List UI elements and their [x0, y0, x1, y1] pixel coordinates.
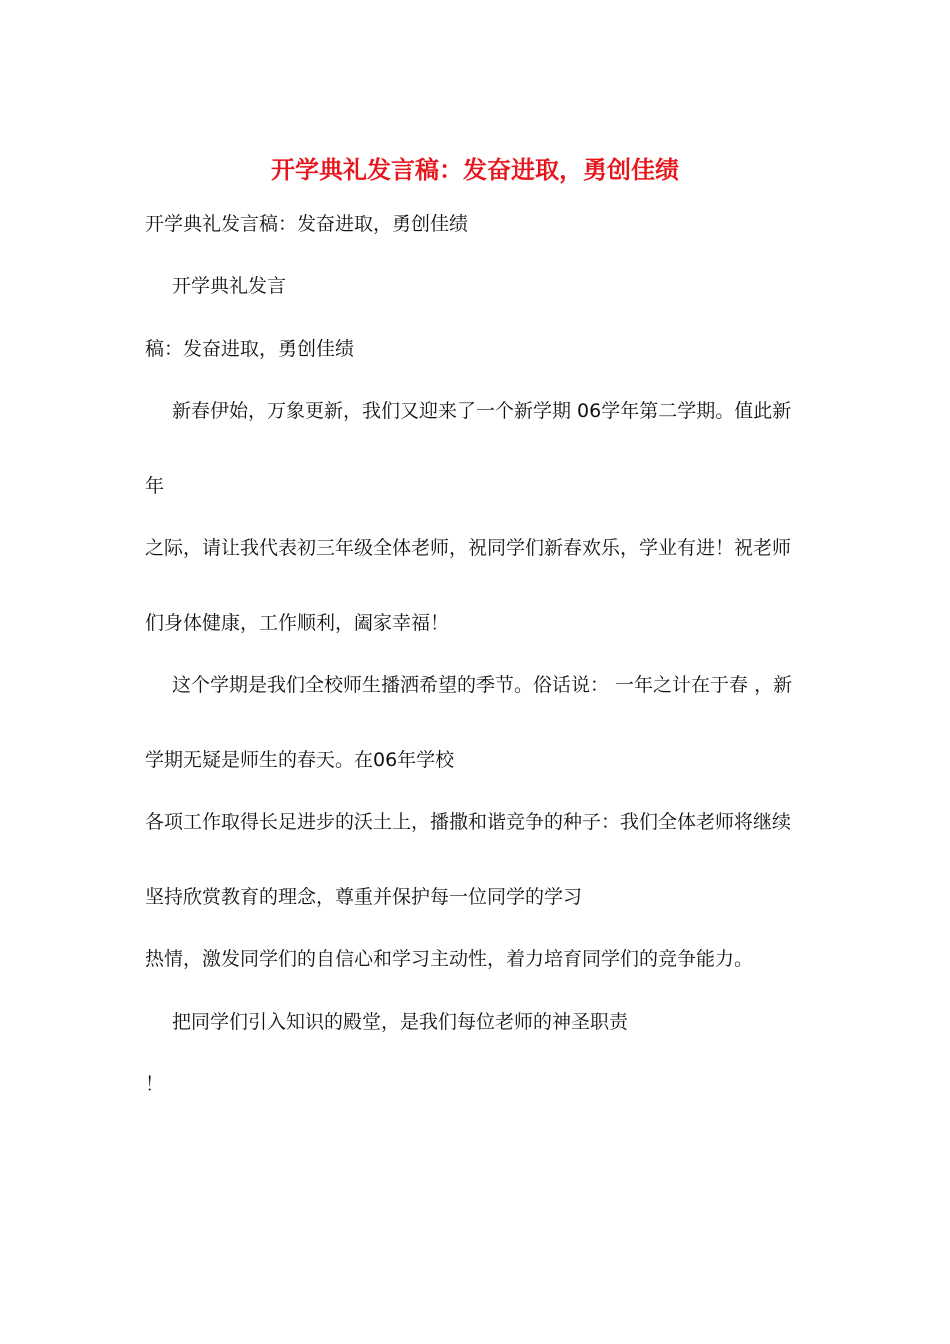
body-line: 把同学们引入知识的殿堂，是我们每位老师的神圣职责: [172, 1011, 629, 1033]
body-line: 各项工作取得长足进步的沃土上，播撒和谐竞争的种子：我们全体老师将继续: [145, 811, 792, 833]
document-title: 开学典礼发言稿：发奋进取，勇创佳绩: [271, 155, 679, 184]
body-line: 年: [145, 475, 165, 497]
body-line: ！: [145, 1073, 165, 1095]
body-line: 这个学期是我们全校师生播洒希望的季节。俗话说： 一年之计在于春 ，新: [172, 674, 793, 696]
body-line: 新春伊始，万象更新，我们又迎来了一个新学期 06学年第二学期。值此新: [172, 400, 792, 422]
body-line: 开学典礼发言: [172, 275, 287, 297]
body-line: 开学典礼发言稿：发奋进取，勇创佳绩: [145, 213, 469, 235]
body-line: 稿：发奋进取，勇创佳绩: [145, 338, 355, 360]
body-line: 热情，激发同学们的自信心和学习主动性，着力培育同学们的竞争能力。: [145, 948, 754, 970]
body-line: 之际，请让我代表初三年级全体老师，祝同学们新春欢乐，学业有进！祝老师: [145, 537, 792, 559]
body-line: 坚持欣赏教育的理念，尊重并保护每一位同学的学习: [145, 886, 583, 908]
body-line: 学期无疑是师生的春天。在06年学校: [145, 749, 455, 771]
body-line: 们身体健康，工作顺利，阖家幸福！: [145, 612, 450, 634]
